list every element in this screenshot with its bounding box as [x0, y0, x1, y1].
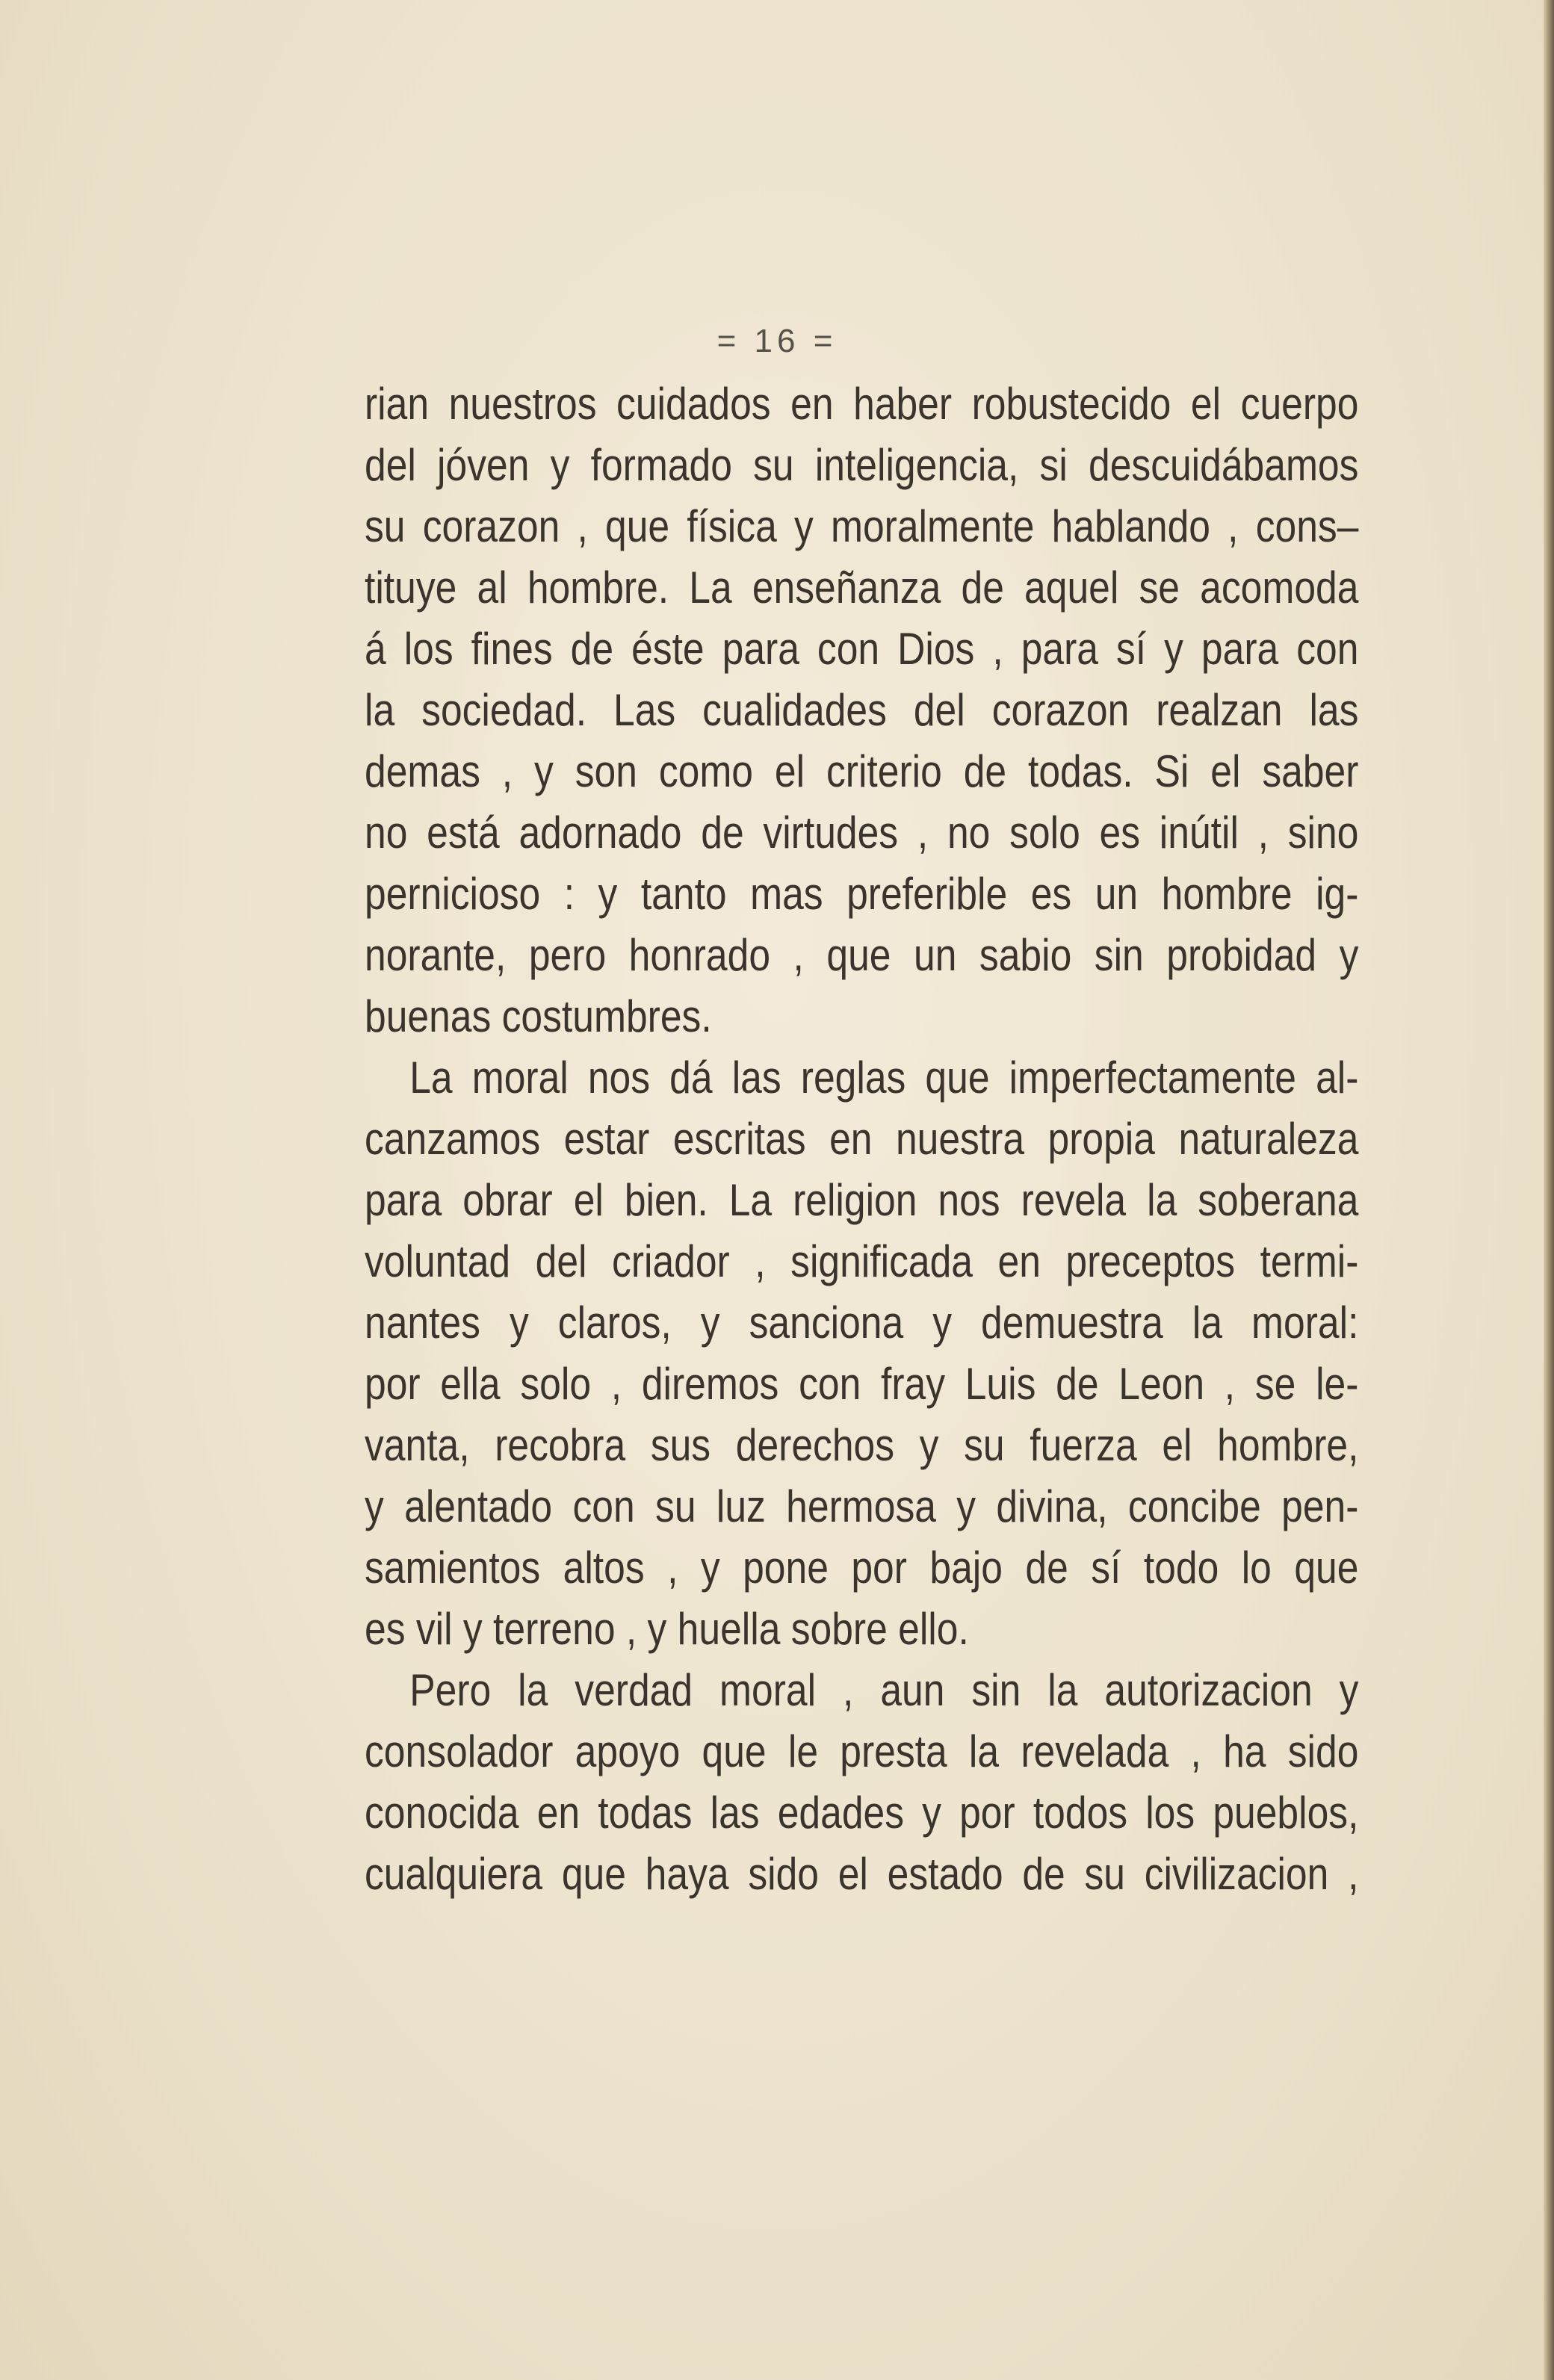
text-line: buenas costumbres.	[365, 991, 712, 1041]
paragraph-3	[365, 1660, 1358, 1905]
text-line: no está adornado de virtudes , no solo es inútil , sino	[365, 808, 1359, 858]
text-line: pernicioso : y tanto mas preferible es un hombre ig-	[365, 869, 1359, 919]
text-line: del jóven y formado su inteligencia, si descuidábamos	[365, 440, 1359, 490]
paragraph-2	[365, 1047, 1358, 1660]
text-line: por ella solo , diremos con fray Luis de Leon , se le-	[365, 1359, 1359, 1409]
text-line: cualquiera que haya sido el estado de su civilizacion ,	[365, 1849, 1359, 1899]
text-line: rian nuestros cuidados en haber robustecido el cuerpo	[365, 379, 1359, 429]
text-line: para obrar el bien. La religion nos revela la soberana	[365, 1175, 1359, 1225]
text-line: Pero la verdad moral , aun sin la autorizacion y	[409, 1665, 1359, 1715]
text-line: la sociedad. Las cualidades del corazon realzan las	[365, 685, 1359, 735]
text-line: nantes y claros, y sanciona y demuestra la moral:	[365, 1298, 1359, 1348]
text-line: y alentado con su luz hermosa y divina, concibe pen-	[365, 1481, 1359, 1531]
text-line: conocida en todas las edades y por todos los pueblos,	[365, 1788, 1359, 1838]
body-text	[365, 374, 1358, 1905]
text-line: norante, pero honrado , que un sabio sin probidad y	[365, 930, 1359, 980]
text-line: tituye al hombre. La enseñanza de aquel se acomoda	[365, 563, 1359, 613]
text-line: La moral nos dá las reglas que imperfectamente al-	[409, 1053, 1359, 1103]
paragraph-1	[365, 374, 1358, 1047]
text-line: consolador apoyo que le presta la revelada , ha sido	[365, 1726, 1359, 1776]
text-line: demas , y son como el criterio de todas. Si el saber	[365, 746, 1359, 796]
text-line: voluntad del criador , significada en preceptos termi-	[365, 1236, 1359, 1286]
text-line: á los fines de éste para con Dios , para sí y para con	[365, 624, 1359, 674]
text-line: canzamos estar escritas en nuestra propia naturaleza	[365, 1114, 1359, 1164]
text-line: es vil y terreno , y huella sobre ello.	[365, 1604, 969, 1654]
page-number: = 16 =	[716, 323, 838, 359]
text-line: samientos altos , y pone por bajo de sí todo lo que	[365, 1543, 1359, 1593]
text-line: su corazon , que física y moralmente hablando , cons–	[365, 501, 1359, 551]
text-line: vanta, recobra sus derechos y su fuerza el hombre,	[365, 1420, 1359, 1470]
